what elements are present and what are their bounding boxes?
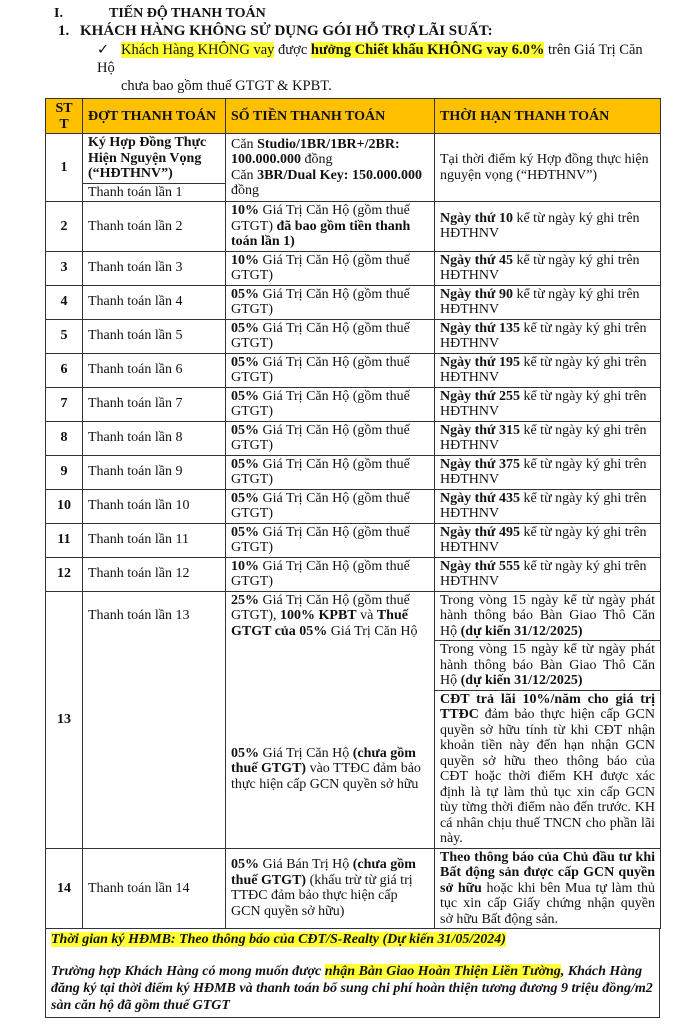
amount-cell <box>226 455 435 489</box>
amount-text: Giá Trị Căn Hộ <box>259 745 353 761</box>
deadline-text: kể từ ngày ký ghi trên HĐTHNV <box>440 524 647 555</box>
footer-gap <box>51 948 654 963</box>
amount-value: Studio/1BR/1BR+/2BR: 100.000.000 <box>231 136 400 167</box>
stage-cell: Ký Hợp Đồng Thực Hiện Nguyện Vọng (“HĐTHNV”) <box>83 134 226 184</box>
amount-text: Giá Bán Trị Hộ <box>259 857 353 873</box>
amount-text: Giá Trị Căn Hộ <box>327 623 418 639</box>
header-stage: ĐỢT THANH TOÁN <box>83 99 226 134</box>
stt-cell: 1 <box>46 134 83 202</box>
table-row <box>46 285 661 319</box>
stage-cell: Thanh toán lần 10 <box>83 489 226 523</box>
amount-text: Giá Trị Căn Hộ (gồm thuế GTGT) <box>231 286 410 317</box>
note-text: , Khách Hàng đăng ký tại thời điểm ký HĐMB và thanh toán bổ sung chi phí hoàn thiện tương đương 9 triệu đồng/m2 sàn căn hộ đã gồm thuế GTGT <box>51 964 653 1013</box>
deadline-cell <box>435 387 661 421</box>
amount-percent: 05% <box>231 354 259 370</box>
stage-cell: Thanh toán lần 4 <box>83 285 226 319</box>
amount-percent: 10% <box>231 558 259 574</box>
table-row <box>46 455 661 489</box>
deadline-cell <box>435 202 661 252</box>
header-stt: STT <box>46 99 83 134</box>
deadline-text: kể từ ngày ký ghi trên HĐTHNV <box>440 354 647 385</box>
amount-text: Giá Trị Căn Hộ (gồm thuế GTGT) <box>231 490 410 521</box>
deadline-day: Ngày thứ 135 <box>440 320 520 336</box>
table-row <box>46 421 661 455</box>
note-text: Trường hợp Khách Hàng có mong muốn được <box>51 964 325 979</box>
stt-cell: 13 <box>46 591 83 848</box>
deadline-text: kể từ ngày ký ghi trên HĐTHNV <box>440 210 640 242</box>
amount-text: đồng <box>231 183 259 198</box>
amount-percent: 05% <box>231 745 259 761</box>
deadline-day: Ngày thứ 255 <box>440 388 520 404</box>
amount-text: Giá Trị Căn Hộ (gồm thuế GTGT) <box>231 422 410 453</box>
deadline-interest: CĐT trả lãi 10%/năm cho giá trị TTĐC <box>440 691 655 722</box>
amount-cell <box>226 353 435 387</box>
table-row <box>46 591 661 641</box>
amount-note: (chưa gồm thuế GTGT) <box>231 745 416 776</box>
standard-rows <box>46 251 661 591</box>
table-row <box>46 557 661 591</box>
amount-cell <box>226 285 435 319</box>
table-row <box>46 319 661 353</box>
amount-percent: 05% <box>231 857 259 873</box>
stt-cell: 11 <box>46 523 83 557</box>
deadline-cell <box>435 319 661 353</box>
amount-text: Giá Trị Căn Hộ (gồm thuế GTGT) <box>231 558 410 589</box>
amount-cell <box>226 690 435 848</box>
deadline-cell <box>435 557 661 591</box>
deadline-day: Ngày thứ 315 <box>440 422 520 438</box>
amount-cell <box>226 387 435 421</box>
discount-bullet <box>97 41 660 95</box>
stage-cell: Thanh toán lần 13 <box>83 591 226 848</box>
amount-percent: 10% <box>231 203 259 218</box>
header-deadline: THỜI HẠN THANH TOÁN <box>435 99 661 134</box>
deadline-cell <box>435 848 661 929</box>
deadline-cell <box>435 285 661 319</box>
stt-cell: 6 <box>46 353 83 387</box>
deadline-text: kể từ ngày ký ghi trên HĐTHNV <box>440 252 640 283</box>
amount-text: Giá Trị Căn Hộ (gồm thuế GTGT) <box>231 524 410 555</box>
bullet-text: trên Giá Trị Căn Hộ <box>97 42 643 76</box>
deadline-day: Ngày thứ 45 <box>440 252 513 268</box>
deadline-day: Ngày thứ 435 <box>440 490 520 506</box>
amount-text: Giá Trị Căn Hộ (gồm thuế GTGT) <box>231 354 410 385</box>
stt-cell: 3 <box>46 251 83 285</box>
table-row <box>46 489 661 523</box>
table-row <box>46 523 661 557</box>
amount-cell <box>226 202 435 252</box>
amount-cell <box>226 489 435 523</box>
stage-cell: Thanh toán lần 8 <box>83 421 226 455</box>
no-loan-label: Khách Hàng KHÔNG vay <box>121 42 275 58</box>
deadline-cell: Tại thời điểm ký Hợp đồng thực hiện nguyện vọng (“HĐTHNV”) <box>435 134 661 202</box>
amount-note: (chưa gồm thuế GTGT) <box>231 857 416 888</box>
stage-cell: Thanh toán lần 7 <box>83 387 226 421</box>
amount-note: Thuế GTGT của 05% <box>231 608 408 639</box>
deadline-cell <box>435 251 661 285</box>
finishing-note <box>51 963 654 1014</box>
stt-cell: 2 <box>46 202 83 252</box>
amount-cell <box>226 251 435 285</box>
footer-note <box>45 929 660 1018</box>
amount-percent: 05% <box>231 286 259 302</box>
deadline-cell <box>435 455 661 489</box>
amount-text: Giá Trị Căn Hộ (gồm thuế GTGT) <box>231 388 410 419</box>
amount-text: vào TTĐC đảm bảo thực hiện cấp GCN quyền sở hữu <box>231 761 421 792</box>
stt-cell: 9 <box>46 455 83 489</box>
deadline-cell <box>435 641 661 691</box>
amount-percent: 05% <box>231 490 259 506</box>
deadline-text: kể từ ngày ký ghi trên HĐTHNV <box>440 422 647 453</box>
deadline-text: Trong vòng 15 ngày kể từ ngày phát hành thông báo Bàn Giao Thô Căn Hộ <box>440 642 655 688</box>
subsection-title: KHÁCH HÀNG KHÔNG SỬ DỤNG GÓI HỖ TRỢ LÃI SUẤT: <box>80 23 493 39</box>
deadline-cell <box>435 523 661 557</box>
table-row <box>46 387 661 421</box>
amount-percent: 05% <box>231 456 259 472</box>
amount-percent: 05% <box>231 388 259 404</box>
section-title: TIẾN ĐỘ THANH TOÁN <box>109 6 266 21</box>
amount-percent: 05% <box>231 320 259 336</box>
subsection-heading <box>58 22 660 40</box>
amount-text: Giá Trị Căn Hộ (gồm thuế GTGT) <box>231 203 410 234</box>
table-row <box>46 202 661 252</box>
stage-cell: Thanh toán lần 12 <box>83 557 226 591</box>
amount-cell <box>226 557 435 591</box>
deadline-day: Ngày thứ 10 <box>440 210 513 226</box>
amount-percent: 25% <box>231 592 259 608</box>
stt-cell: 10 <box>46 489 83 523</box>
checkmark-icon: ✓ <box>97 42 110 58</box>
amount-cell <box>226 319 435 353</box>
deadline-cell <box>435 489 661 523</box>
section-heading <box>54 5 660 22</box>
stage-cell: Thanh toán lần 6 <box>83 353 226 387</box>
stt-cell: 4 <box>46 285 83 319</box>
deadline-text: Trong vòng 15 ngày kể từ ngày phát hành thông báo Bàn Giao Thô Căn Hộ <box>440 592 655 639</box>
amount-text: (khấu trừ từ giá trị TTĐC đảm bảo thực hiện cấp GCN quyền sở hữu) <box>231 872 413 919</box>
amount-text: Căn <box>231 136 258 152</box>
deadline-date: (dự kiến 31/12/2025) <box>460 623 583 639</box>
deadline-text: kể từ ngày ký ghi trên HĐTHNV <box>440 320 647 351</box>
table-row <box>46 134 661 184</box>
stage-cell: Thanh toán lần 5 <box>83 319 226 353</box>
amount-cell <box>226 523 435 557</box>
amount-cell <box>226 848 435 929</box>
deadline-day: Ngày thứ 195 <box>440 354 520 370</box>
subsection-number: 1. <box>58 23 70 39</box>
deadline-condition: Theo thông báo của Chủ đầu tư khi Bất động sản được cấp GCN quyền sở hữu <box>440 849 655 896</box>
amount-text: Giá Trị Căn Hộ (gồm thuế GTGT) <box>231 456 410 487</box>
table-row <box>46 251 661 285</box>
stt-cell: 5 <box>46 319 83 353</box>
stage-cell: Thanh toán lần 2 <box>83 202 226 252</box>
table-row <box>46 848 661 929</box>
payment-schedule-table <box>45 98 661 929</box>
deadline-text: đảm bảo thực hiện cấp GCN quyền sở hữu tính từ khi CĐT nhận khoản tiền này đến hạn nhận GCN quyền sở hữu theo thông báo của CĐT hoặc thời điểm KH được xác định là tự làm thủ tục xin cấp GCN tùy từng thời điểm nào đến trước. KH cá nhân chịu thuế TNCN cho phần lãi này. <box>440 707 655 846</box>
stt-cell: 7 <box>46 387 83 421</box>
amount-note: 100% KPBT <box>280 608 357 623</box>
amount-note: đã bao gồm tiền thanh toán lần 1) <box>231 218 411 249</box>
stage-cell: Thanh toán lần 9 <box>83 455 226 489</box>
amount-cell <box>226 591 435 690</box>
stage-cell: Thanh toán lần 3 <box>83 251 226 285</box>
amount-cell <box>226 421 435 455</box>
deadline-text: kể từ ngày ký ghi trên HĐTHNV <box>440 388 647 419</box>
deadline-day: Ngày thứ 375 <box>440 456 520 472</box>
stt-cell: 8 <box>46 421 83 455</box>
deadline-text: kể từ ngày ký ghi trên HĐTHNV <box>440 286 640 317</box>
deadline-text: hoặc khi bên Mua tự làm thủ tục xin cấp Giấy chứng nhận quyền sở hữu Bất động sản. <box>440 880 655 927</box>
stage-cell: Thanh toán lần 14 <box>83 848 226 929</box>
deadline-text: kể từ ngày ký ghi trên HĐTHNV <box>440 558 647 589</box>
table-row <box>46 353 661 387</box>
deadline-day: Ngày thứ 495 <box>440 524 520 540</box>
amount-percent: 05% <box>231 524 259 540</box>
header-amount: SỐ TIỀN THANH TOÁN <box>226 99 435 134</box>
amount-value: 3BR/Dual Key: 150.000.000 <box>257 167 422 183</box>
stage-cell: Thanh toán lần 1 <box>83 183 226 202</box>
stt-cell: 14 <box>46 848 83 929</box>
deadline-cell <box>435 591 661 641</box>
deadline-date: (dự kiến 31/12/2025) <box>460 673 583 688</box>
amount-text: Căn <box>231 167 258 183</box>
amount-percent: 10% <box>231 252 259 268</box>
amount-percent: 05% <box>231 422 259 438</box>
bullet-text: được <box>274 42 311 58</box>
deadline-cell <box>435 690 661 848</box>
note-highlight: nhận Bàn Giao Hoàn Thiện Liền Tường <box>324 964 561 979</box>
amount-text: Giá Trị Căn Hộ (gồm thuế GTGT), <box>231 592 410 623</box>
amount-cell <box>226 134 435 202</box>
deadline-text: kể từ ngày ký ghi trên HĐTHNV <box>440 456 647 487</box>
amount-text: và <box>356 608 377 623</box>
amount-text: Giá Trị Căn Hộ (gồm thuế GTGT) <box>231 320 410 351</box>
contract-date-note: Thời gian ký HĐMB: Theo thông báo của CĐT/S-Realty (Dự kiến 31/05/2024) <box>51 932 506 947</box>
deadline-text: kể từ ngày ký ghi trên HĐTHNV <box>440 490 647 521</box>
stt-cell: 12 <box>46 557 83 591</box>
stage-cell: Thanh toán lần 11 <box>83 523 226 557</box>
deadline-cell <box>435 421 661 455</box>
discount-highlight: hưởng Chiết khấu KHÔNG vay 6.0% <box>310 42 545 58</box>
deadline-day: Ngày thứ 90 <box>440 286 513 302</box>
deadline-cell <box>435 353 661 387</box>
section-number: I. <box>54 6 63 21</box>
amount-text: Giá Trị Căn Hộ (gồm thuế GTGT) <box>231 252 410 283</box>
amount-text: đồng <box>301 152 333 167</box>
deadline-day: Ngày thứ 555 <box>440 558 520 574</box>
table-header-row <box>46 99 661 134</box>
bullet-continuation: chưa bao gồm thuế GTGT & KPBT. <box>121 78 332 94</box>
